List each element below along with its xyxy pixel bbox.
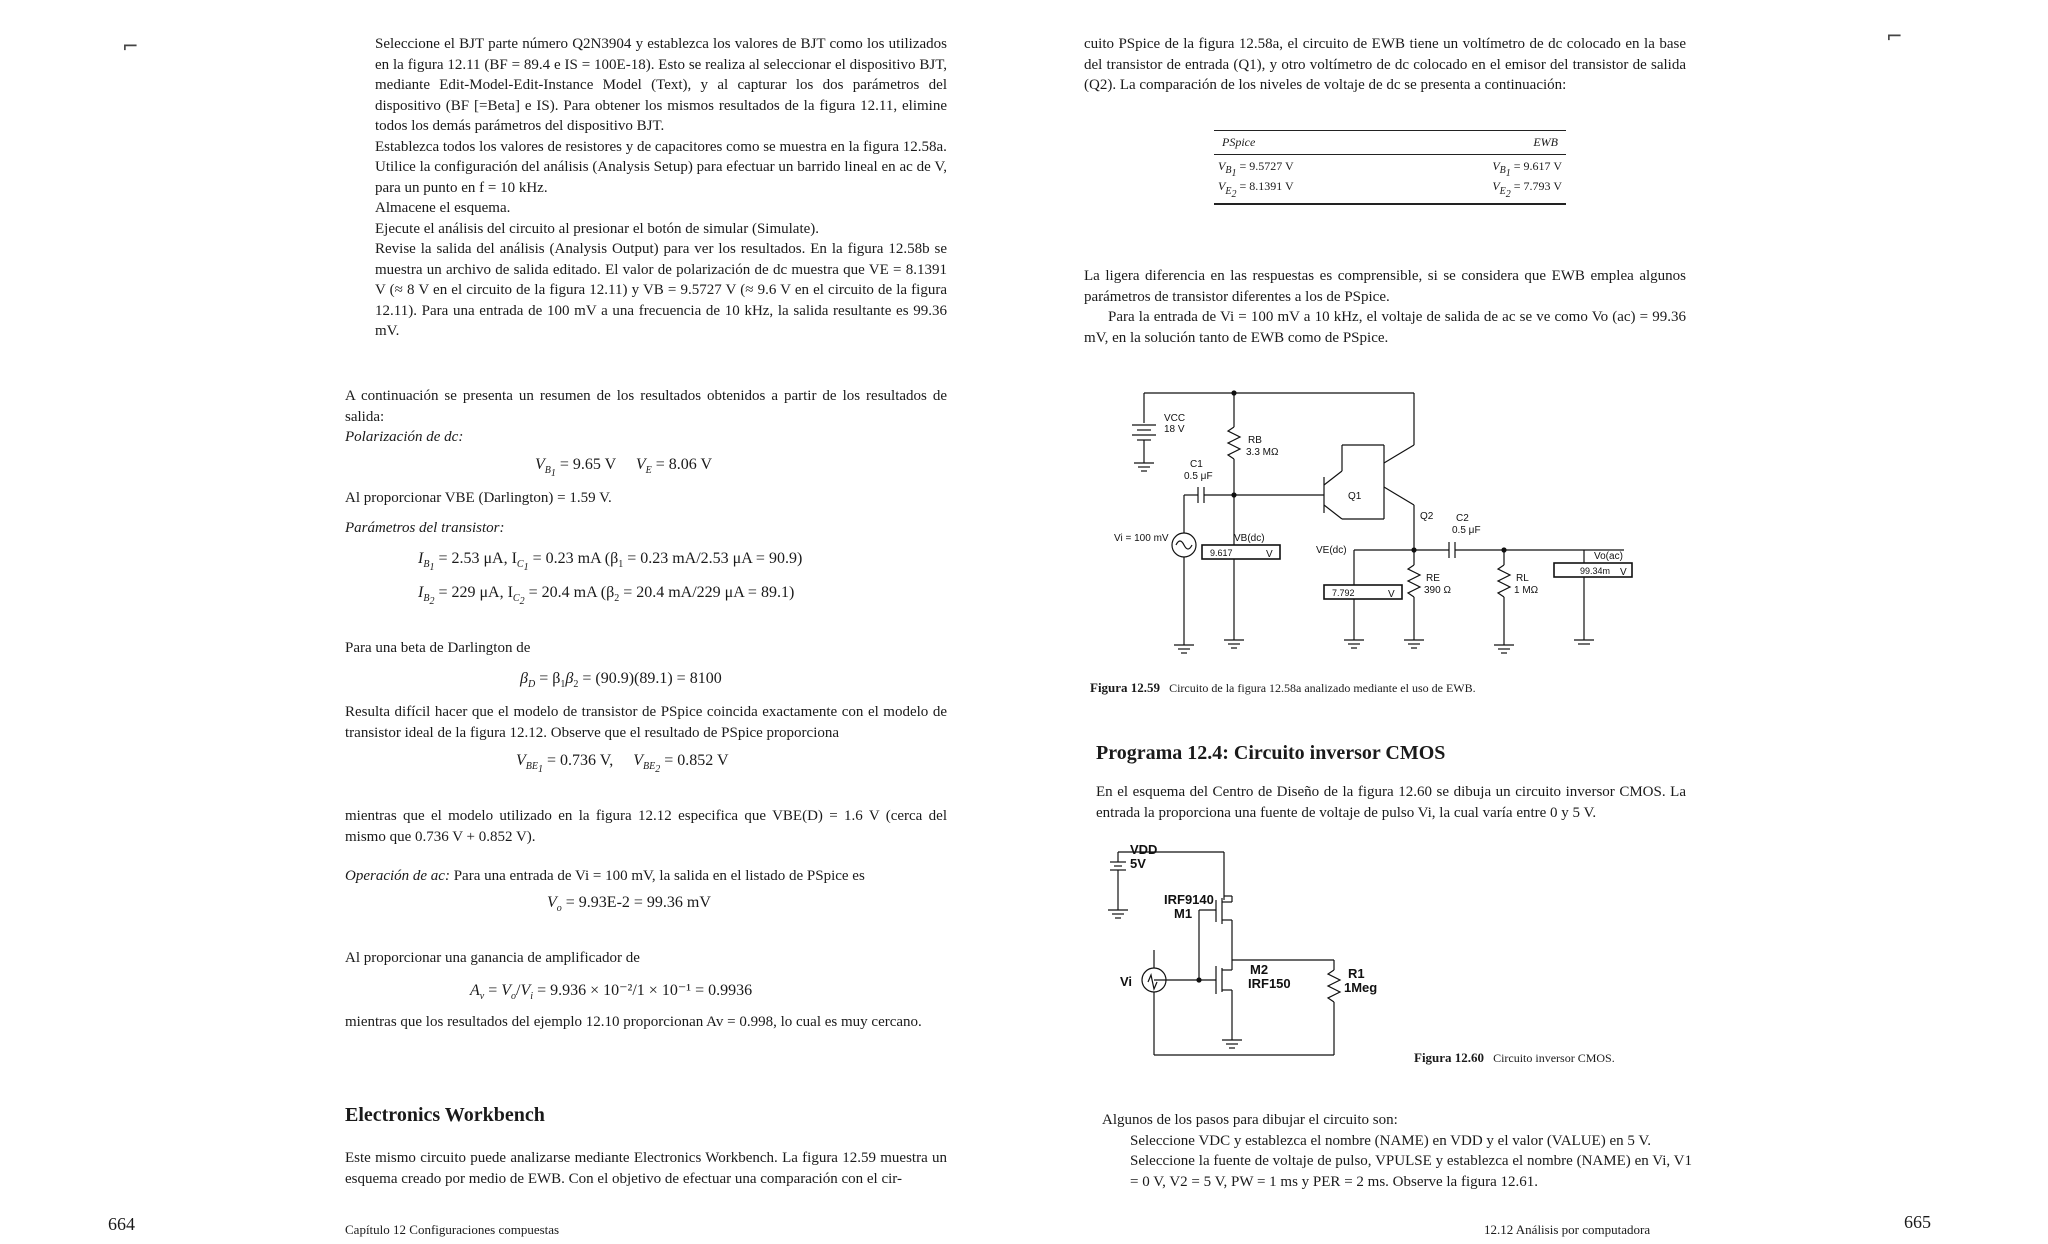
- vo-meter-label: Vo(ac): [1594, 551, 1623, 562]
- re-label: RE: [1426, 573, 1440, 584]
- difference-paragraph: La ligera diferencia en las respuestas es comprensible, si se considera que EWB emplea algunos parámetros de transistor diferentes a los de PSpice. Para la entrada de Vi = 100 mV a 10 kHz, el voltaje de salida de ac se ve como Vo (ac) = 99.36 mV, en la solución tanto de EWB como de PSpice.: [1084, 268, 1686, 346]
- vb-meter-label: VB(dc): [1234, 533, 1265, 544]
- running-footer: 12.12 Análisis por computadora: [1484, 1222, 1651, 1237]
- table-header-ewb: EWB: [1533, 135, 1558, 149]
- equation-beta-d: $\beta_D = \beta_1\beta_2 = (90.9)(89.1) = 8100$: [520, 670, 722, 691]
- svg-text:9.617: 9.617: [1210, 548, 1233, 558]
- q2-label: Q2: [1420, 511, 1434, 522]
- model-paragraph-2: mientras que el modelo utilizado en la figura 12.12 especifica que VBE(D) = 1.6 V (cerca del mismo que 0.736 V + 0.852 V).: [345, 808, 947, 845]
- vi-label: Vi = 100 mV: [1114, 533, 1169, 544]
- m1-part-label: IRF9140: [1164, 892, 1214, 907]
- equation-ib1: $I_{B_1} = 2.53$ μA, $I_{C_1} = 0.23$ mA ($\beta_1 = 0.23$ mA/2.53 μA = 90.9): [418, 550, 803, 574]
- equation-vo: $V_o = 9.93E-2 = 99.36$ mV: [547, 894, 711, 915]
- setup-steps: [375, 34, 947, 342]
- steps-section: [1102, 1110, 1692, 1192]
- figure-12-59-caption: Figura 12.59 Circuito de la figura 12.58a analizado mediante el uso de EWB.: [1090, 680, 1476, 695]
- ve-meter-label: VE(dc): [1316, 545, 1347, 556]
- figure-12-59-circuit: [1084, 385, 1684, 670]
- svg-text:V: V: [1620, 567, 1627, 578]
- svg-text:7.792: 7.792: [1332, 588, 1355, 598]
- r1-label: R1: [1348, 966, 1365, 981]
- summary-paragraph: A continuación se presenta un resumen de los resultados obtenidos a partir de los resultados de salida: Polarización de dc:: [345, 386, 947, 448]
- m2-label: M2: [1250, 962, 1269, 977]
- svg-text:0.5 μF: 0.5 μF: [1184, 471, 1213, 482]
- table-col-ewb: $V_{B_1} = 9.617$ V $V_{E_2} = 7.793$ V: [1492, 159, 1562, 200]
- m1-label: M1: [1174, 906, 1193, 921]
- equation-vb-ve: $V_{B_1} = 9.65$ V $V_E = 8.06$ V: [535, 456, 713, 480]
- heading-program-12-4: Programa 12.4: Circuito inversor CMOS: [1096, 742, 1446, 764]
- program-paragraph: En el esquema del Centro de Diseño de la figura 12.60 se dibuja un circuito inversor CMOS. La entrada la proporciona una fuente de voltaje de pulso Vi, la cual varía entre 0 y 5 V.: [1096, 784, 1686, 821]
- beta-paragraph: Para una beta de Darlington de: [345, 640, 531, 656]
- model-paragraph: Resulta difícil hacer que el modelo de transistor de PSpice coincida exactamente con el modelo de transistor ideal de la figura 12.12. Observe que el resultado de PSpice proporciona: [345, 704, 947, 741]
- svg-text:0.5 μF: 0.5 μF: [1452, 525, 1481, 536]
- ac-paragraph: Operación de ac: Para una entrada de Vi = 100 mV, la salida en el listado de PSpice es: [345, 868, 865, 884]
- heading-ewb: Electronics Workbench: [345, 1104, 545, 1126]
- page-number: 665: [1904, 1212, 1931, 1232]
- vdd-label: VDD: [1130, 842, 1158, 857]
- rl-label: RL: [1516, 573, 1529, 584]
- setup-step-1: Seleccione el BJT parte número Q2N3904 y establezca los valores de BJT como los utilizados en la figura 12.11 (BF = 89.4 e IS = 100E-18). Esto se realiza al seleccionar el dispositivo BJT, mediante Edit-Model-Edit-Instance Model (Text), y al capturar los dos parámetros del dispositivo (BF [=Beta] e IS). Para obtener los mismos resultados de la figura 12.11, elimine todos los demás parámetros del dispositivo BJT.: [375, 36, 947, 134]
- svg-text:18 V: 18 V: [1164, 424, 1185, 435]
- ac-label: Operación de ac:: [345, 868, 450, 884]
- steps-intro: Algunos de los pasos para dibujar el circuito son:: [1102, 1112, 1398, 1128]
- table-header-pspice: PSpice: [1222, 135, 1256, 149]
- table-col-pspice: $V_{B_1} = 9.5727$ V $V_{E_2} = 8.1391$ V: [1218, 159, 1294, 200]
- setup-step-6: Revise la salida del análisis (Analysis Output) para ver los resultados. En la figura 12.58b se muestra un archivo de salida editado. El valor de polarización de dc muestra que VE = 8.1391 V (≈ 8 V en el circuito de la figura 12.11) y VB = 9.5727 V (≈ 9.6 V en el circuito de la figura 12.11). Para una entrada de 100 mV a una frecuencia de 10 kHz, la salida resultante es 99.36 mV.: [375, 241, 947, 339]
- c1-label: C1: [1190, 459, 1203, 470]
- equation-vbe: $V_{BE_1} = 0.736$ V, $V_{BE_2} = 0.852$ V: [516, 752, 729, 776]
- vcc-label: VCC: [1164, 413, 1186, 424]
- continuation-paragraph: cuito PSpice de la figura 12.58a, el circuito de EWB tiene un voltímetro de dc colocado en la base del transistor de entrada (Q1), y otro voltímetro de dc colocado en el emisor del transistor de salida (Q2). La comparación de los niveles de voltaje de dc se presenta a continuación:: [1084, 36, 1686, 93]
- rb-label: RB: [1248, 435, 1262, 446]
- svg-text:99.34m: 99.34m: [1580, 566, 1611, 576]
- svg-text:390 Ω: 390 Ω: [1424, 585, 1451, 596]
- svg-text:V: V: [1266, 549, 1273, 560]
- svg-text:3.3 MΩ: 3.3 MΩ: [1246, 447, 1279, 458]
- setup-step-3: Utilice la configuración del análisis (Analysis Setup) para efectuar un barrido lineal en ac de V, para un punto en f = 10 kHz.: [375, 159, 947, 196]
- svg-text:1Meg: 1Meg: [1344, 980, 1378, 995]
- figure-12-60-circuit: [1104, 840, 1624, 1070]
- m2-part-label: IRF150: [1248, 976, 1291, 991]
- setup-step-2: Establezca todos los valores de resistores y de capacitores como se muestra en la figura 12.58a.: [375, 138, 947, 155]
- step-2: Seleccione la fuente de voltaje de pulso, VPULSE y establezca el nombre (NAME) en Vi, V1 = 0 V, V2 = 5 V, PW = 1 ms y PER = 2 ms. Observe la figura 12.61.: [1130, 1153, 1692, 1190]
- svg-text:1 MΩ: 1 MΩ: [1514, 585, 1539, 596]
- gain-paragraph: Al proporcionar una ganancia de amplificador de: [345, 950, 640, 966]
- page-number: 664: [108, 1214, 135, 1234]
- corner-mark: ⌐: [122, 34, 139, 58]
- equation-av: $A_v = V_o/V_i = 9.936 \times 10^{-2}/1 \times 10^{-1} = 0.9936$: [470, 982, 753, 1003]
- params-label: Parámetros del transistor:: [345, 520, 505, 536]
- comparison-table: [1214, 130, 1566, 205]
- figure-12-60-caption: Figura 12.60 Circuito inversor CMOS.: [1414, 1050, 1615, 1065]
- dc-label: Polarización de dc:: [345, 429, 464, 445]
- setup-step-4: Almacene el esquema.: [375, 200, 511, 216]
- setup-step-5: Ejecute el análisis del circuito al presionar el botón de simular (Simulate).: [375, 220, 820, 237]
- equation-ib2: $I_{B_2} = 229$ μA, $I_{C_2} = 20.4$ mA ($\beta_2 = 20.4$ mA/229 μA = 89.1): [418, 584, 795, 608]
- step-1: Seleccione VDC y establezca el nombre (NAME) en VDD y el valor (VALUE) en 5 V.: [1130, 1132, 1651, 1149]
- right-page: [1024, 0, 2048, 1244]
- vbe-paragraph: Al proporcionar VBE (Darlington) = 1.59 V.: [345, 490, 612, 506]
- gain-paragraph-2: mientras que los resultados del ejemplo 12.10 proporcionan Av = 0.998, lo cual es muy cercano.: [345, 1014, 922, 1030]
- svg-text:V: V: [1388, 589, 1395, 600]
- ewb-paragraph: Este mismo circuito puede analizarse mediante Electronics Workbench. La figura 12.59 muestra un esquema creado por medio de EWB. Con el objetivo de efectuar una comparación con el cir-: [345, 1150, 947, 1187]
- corner-mark: ⌐: [1886, 24, 1903, 48]
- svg-text:5V: 5V: [1130, 856, 1146, 871]
- q1-label: Q1: [1348, 491, 1362, 502]
- c2-label: C2: [1456, 513, 1469, 524]
- vi-label: Vi: [1120, 974, 1133, 989]
- running-footer: Capítulo 12 Configuraciones compuestas: [345, 1222, 560, 1237]
